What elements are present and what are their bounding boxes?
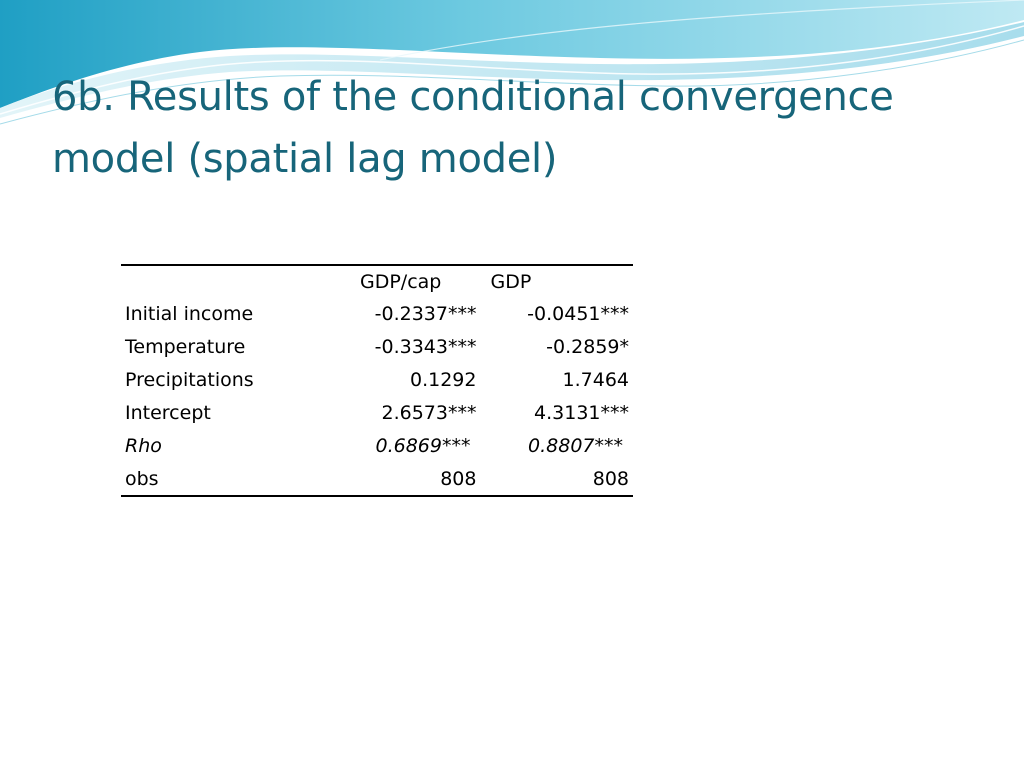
cell-gdp-cap: -0.3343*** [374, 335, 477, 358]
cell-gdp: 0.8807*** [528, 434, 623, 457]
cell-gdp: 1.7464 [562, 368, 629, 391]
row-label: Initial income [125, 302, 254, 325]
cell-gdp-cap: 0.1292 [409, 368, 477, 391]
table-row [121, 462, 633, 496]
table-row [121, 396, 633, 429]
row-label: obs [125, 467, 159, 490]
header-label-empty [121, 265, 321, 297]
cell-gdp: -0.0451*** [527, 302, 629, 325]
cell-gdp-cap: -0.2337*** [374, 302, 477, 325]
table-row [121, 429, 633, 462]
cell-gdp-cap: 0.6869*** [375, 434, 471, 457]
table-row [121, 363, 633, 396]
slide-title: 6b. Results of the conditional convergence model (spatial lag model) [52, 74, 894, 182]
row-label: Rho [125, 434, 162, 457]
cell-gdp: -0.2859* [546, 335, 629, 358]
row-label: Precipitations [125, 368, 254, 391]
row-label: Temperature [125, 335, 246, 358]
row-label: Intercept [125, 401, 211, 424]
table-row [121, 330, 633, 363]
cell-gdp: 4.3131*** [534, 401, 629, 424]
table-row [121, 297, 633, 330]
cell-gdp-cap: 808 [440, 467, 477, 490]
table-header-row [121, 265, 633, 297]
cell-gdp: 808 [592, 467, 629, 490]
header-gdp-cap: GDP/cap [359, 270, 442, 293]
header-gdp: GDP [490, 270, 532, 293]
regression-results-table [121, 264, 633, 497]
cell-gdp-cap: 2.6573*** [381, 401, 477, 424]
